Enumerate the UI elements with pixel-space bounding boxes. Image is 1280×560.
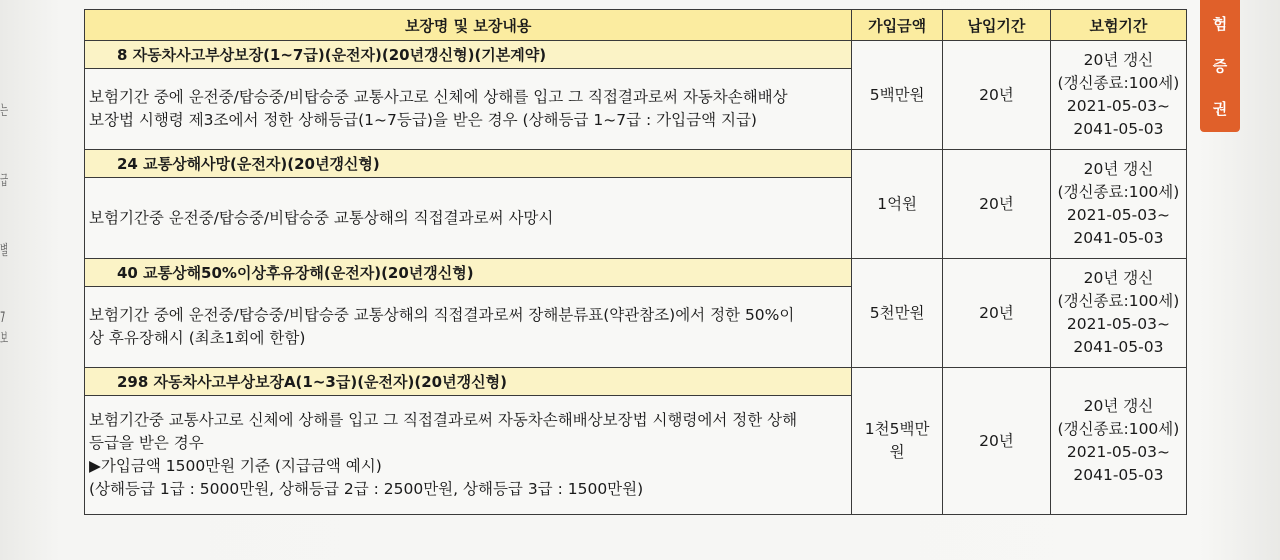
table-header-row	[85, 10, 1187, 41]
coverage-amount: 1억원	[852, 150, 943, 259]
coverage-name-row	[85, 150, 1187, 178]
term-line: (갱신종료:100세)	[1057, 292, 1180, 310]
term-line: 2041-05-03	[1073, 120, 1164, 138]
coverage-payment-period: 20년	[943, 259, 1051, 368]
coverage-term	[1050, 259, 1186, 368]
header-insurance-period: 보험기간	[1050, 10, 1186, 41]
side-tab-char: 증	[1212, 57, 1228, 76]
coverage-description	[85, 287, 852, 368]
coverage-payment-period: 20년	[943, 368, 1051, 515]
coverage-name: 8 자동차사고부상보장(1~7급)(운전자)(20년갱신형)(기본계약)	[85, 41, 852, 69]
header-payment-period: 납입기간	[943, 10, 1051, 41]
margin-fragment: 별	[0, 243, 9, 259]
amount-line: 원	[889, 443, 905, 461]
desc-line: (상해등급 1급 : 5000만원, 상해등급 2급 : 2500만원, 상해등급 3급 : 1500만원)	[89, 480, 644, 498]
margin-fragment: 는	[0, 103, 9, 119]
coverage-term	[1050, 41, 1186, 150]
side-tab-char: 험	[1212, 14, 1228, 33]
coverage-description	[85, 69, 852, 150]
margin-fragment: 급	[0, 173, 9, 189]
coverage-payment-period: 20년	[943, 41, 1051, 150]
coverage-description	[85, 178, 852, 259]
term-line: 20년 갱신	[1083, 397, 1154, 415]
term-line: 2021-05-03~	[1066, 206, 1170, 224]
term-line: (갱신종료:100세)	[1057, 183, 1180, 201]
desc-line: 보험기간 중에 운전중/탑승중/비탑승중 교통사고로 신체에 상해를 입고 그 직접결과로써 자동차손해배상	[89, 88, 788, 106]
amount-line: 1천5백만	[864, 420, 930, 438]
desc-line: ▶가입금액 1500만원 기준 (지급금액 예시)	[89, 457, 382, 475]
term-line: 2041-05-03	[1073, 338, 1164, 356]
term-line: 20년 갱신	[1083, 51, 1154, 69]
term-line: 2021-05-03~	[1066, 443, 1170, 461]
left-margin-fragments	[0, 100, 22, 398]
coverage-description	[85, 396, 852, 515]
coverage-term	[1050, 150, 1186, 259]
term-line: 2041-05-03	[1073, 229, 1164, 247]
coverage-name: 298 자동차사고부상보장A(1~3급)(운전자)(20년갱신형)	[85, 368, 852, 396]
coverage-name: 24 교통상해사망(운전자)(20년갱신형)	[85, 150, 852, 178]
coverage-name-row	[85, 41, 1187, 69]
desc-line: 보험기간중 교통사고로 신체에 상해를 입고 그 직접결과로써 자동차손해배상보장법 시행령에서 정한 상해	[89, 411, 798, 429]
coverage-term	[1050, 368, 1186, 515]
term-line: 20년 갱신	[1083, 160, 1154, 178]
desc-line: 등급을 받은 경우	[89, 434, 204, 452]
margin-fragment: 7	[0, 310, 6, 326]
coverage-name-row	[85, 368, 1187, 396]
term-line: 2041-05-03	[1073, 466, 1164, 484]
coverage-payment-period: 20년	[943, 150, 1051, 259]
side-tab-char: 권	[1212, 100, 1228, 119]
margin-fragment: 보	[0, 331, 9, 347]
coverage-amount	[852, 368, 943, 515]
term-line: 20년 갱신	[1083, 269, 1154, 287]
coverage-amount: 5백만원	[852, 41, 943, 150]
section-side-tab	[1200, 0, 1240, 132]
term-line: 2021-05-03~	[1066, 315, 1170, 333]
coverage-amount: 5천만원	[852, 259, 943, 368]
coverage-table	[84, 9, 1187, 515]
term-line: 2021-05-03~	[1066, 97, 1170, 115]
term-line: (갱신종료:100세)	[1057, 74, 1180, 92]
coverage-name-row	[85, 259, 1187, 287]
desc-line: 보장법 시행령 제3조에서 정한 상해등급(1~7등급)을 받은 경우 (상해등급 1~7급 : 가입금액 지급)	[89, 111, 757, 129]
header-amount: 가입금액	[852, 10, 943, 41]
coverage-name: 40 교통상해50%이상후유장해(운전자)(20년갱신형)	[85, 259, 852, 287]
desc-line: 상 후유장해시 (최초1회에 한함)	[89, 329, 306, 347]
term-line: (갱신종료:100세)	[1057, 420, 1180, 438]
desc-line: 보험기간중 운전중/탑승중/비탑승중 교통상해의 직접결과로써 사망시	[89, 208, 554, 227]
desc-line: 보험기간 중에 운전중/탑승중/비탑승중 교통상해의 직접결과로써 장해분류표(약관참조)에서 정한 50%이	[89, 306, 795, 324]
header-name-desc: 보장명 및 보장내용	[85, 10, 852, 41]
